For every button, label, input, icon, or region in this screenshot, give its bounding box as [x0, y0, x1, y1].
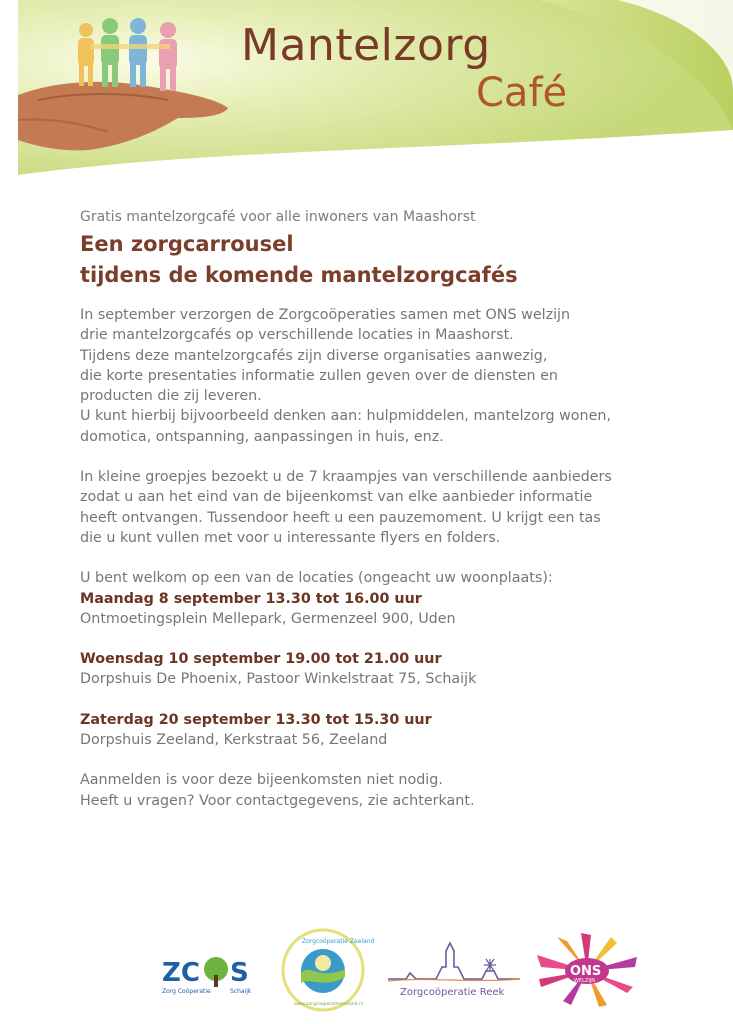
closing-notes: [80, 770, 720, 811]
closing-line: Heeft u vragen? Voor contactgegevens, zie achterkant.: [80, 792, 475, 809]
svg-text:Zorg Coöperatie: Zorg Coöperatie: [162, 988, 211, 995]
paragraph-line: heeft ontvangen. Tussendoor heeft u een pauzemoment. U krijgt een tas: [80, 509, 601, 526]
closing-line: Aanmelden is voor deze bijeenkomsten niet nodig.: [80, 772, 443, 789]
event-date: Zaterdag 20 september 13.30 tot 15.30 uur: [80, 711, 432, 728]
locations-intro: U bent welkom op een van de locaties (ongeacht uw woonplaats):: [80, 570, 553, 587]
headline-line-2: tijdens de komende mantelzorgcafés: [80, 263, 518, 287]
svg-text:Zorgcoöperatie Zeeland: Zorgcoöperatie Zeeland: [302, 938, 375, 945]
event-date: Woensdag 10 september 19.00 tot 21.00 uur: [80, 651, 442, 668]
partner-logos: [18, 925, 733, 1020]
paragraph-line: drie mantelzorgcafés op verschillende locaties in Maashorst.: [80, 327, 514, 344]
paragraph-intro: [80, 305, 720, 447]
flyer-page: [18, 0, 733, 1024]
paragraph-line: zodat u aan het eind van de bijeenkomst van elke aanbieder informatie: [80, 489, 593, 506]
svg-text:WELZIJN: WELZIJN: [574, 978, 596, 984]
svg-text:www.zorgcooperatiezeeland.nl: www.zorgcooperatiezeeland.nl: [294, 1002, 363, 1007]
event-date: Maandag 8 september 13.30 tot 16.00 uur: [80, 590, 422, 607]
event-1: [80, 589, 720, 630]
event-location: Ontmoetingsplein Mellepark, Germenzeel 900, Uden: [80, 610, 456, 627]
main-content: [80, 207, 720, 811]
svg-text:S: S: [230, 958, 249, 988]
zorgcooperatie-reek-logo: [386, 937, 526, 1003]
paragraph-line: U kunt hierbij bijvoorbeeld denken aan: hulpmiddelen, mantelzorg wonen,: [80, 408, 612, 425]
svg-text:ZC: ZC: [162, 958, 200, 988]
event-2: [80, 649, 720, 690]
ons-welzijn-logo: [532, 931, 642, 1013]
subtitle: Gratis mantelzorgcafé voor alle inwoners van Maashorst: [80, 209, 476, 225]
title-cafe: Café: [476, 70, 568, 116]
paragraph-line: domotica, ontspanning, aanpassingen in huis, enz.: [80, 428, 444, 445]
zorgcooperatie-zeeland-logo: [280, 927, 375, 1013]
svg-text:ONS: ONS: [570, 964, 602, 979]
paragraph-line: die u kunt vullen met voor u interessante flyers en folders.: [80, 529, 501, 546]
paragraph-line: die korte presentaties informatie zullen geven over de diensten en: [80, 367, 558, 384]
paragraph-line: producten die zij leveren.: [80, 388, 262, 405]
event-3: [80, 710, 720, 751]
header-banner: [18, 0, 733, 175]
headline-line-1: Een zorgcarrousel: [80, 232, 294, 256]
headline: [80, 229, 720, 291]
title-mantelzorg: Mantelzorg: [241, 20, 491, 71]
paragraph-line: In september verzorgen de Zorgcoöperaties samen met ONS welzijn: [80, 307, 571, 323]
paragraph-line: In kleine groepjes bezoekt u de 7 kraampjes van verschillende aanbieders: [80, 469, 612, 486]
zcos-logo: [158, 947, 258, 997]
paragraph-carrousel: [80, 467, 720, 548]
left-margin: [0, 0, 18, 1024]
paragraph-line: Tijdens deze mantelzorgcafés zijn diverse organisaties aanwezig,: [80, 347, 548, 364]
svg-text:Zorgcoöperatie Reek: Zorgcoöperatie Reek: [400, 987, 505, 998]
event-location: Dorpshuis Zeeland, Kerkstraat 56, Zeeland: [80, 732, 388, 749]
svg-text:Schaijk: Schaijk: [230, 988, 252, 995]
event-location: Dorpshuis De Phoenix, Pastoor Winkelstraat 75, Schaijk: [80, 671, 477, 688]
